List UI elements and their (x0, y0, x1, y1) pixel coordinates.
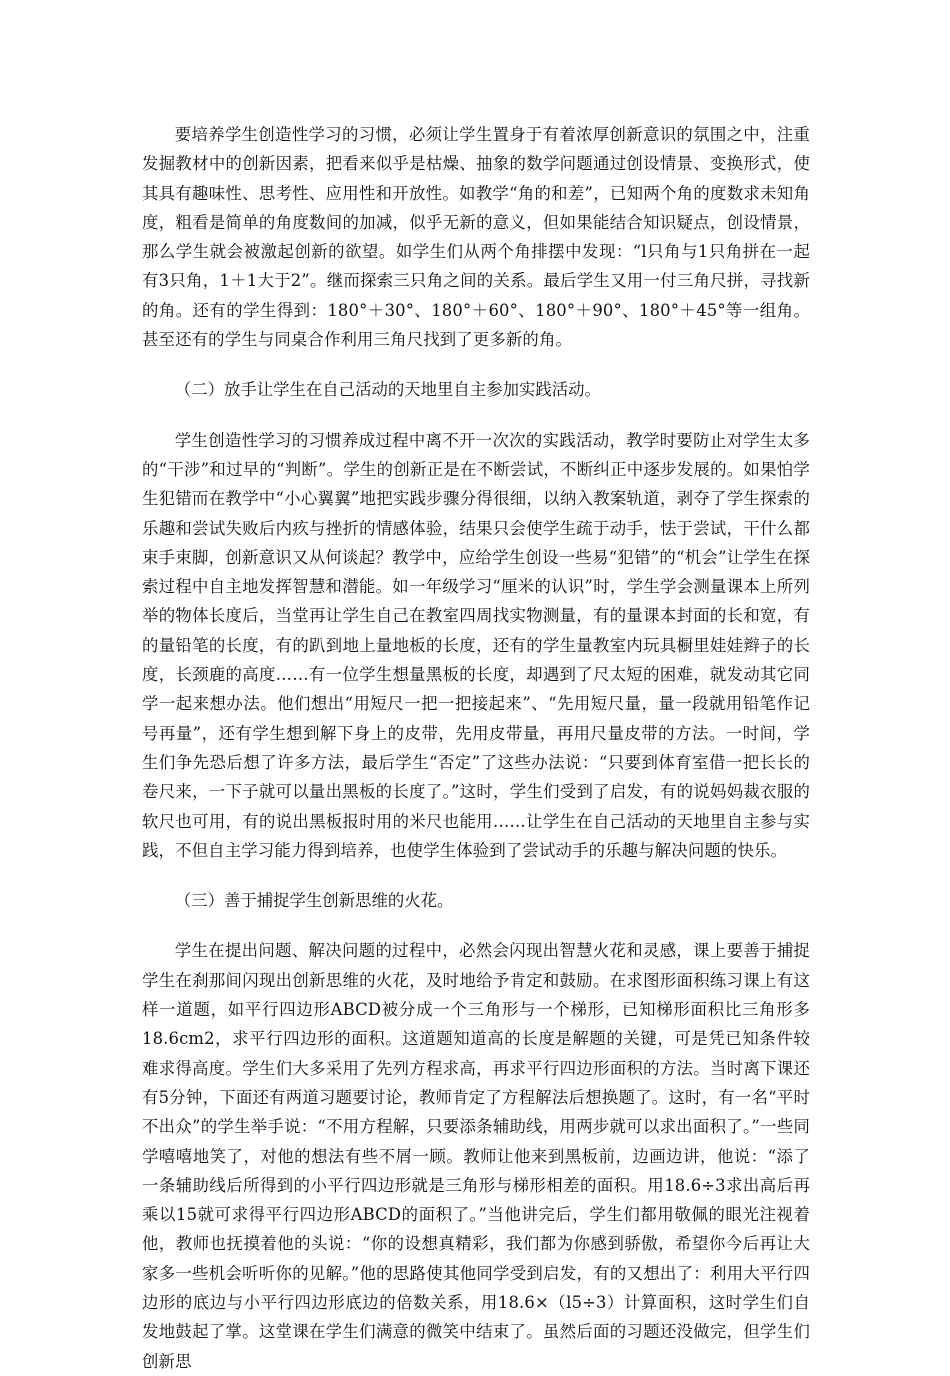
paragraph-creative-atmosphere: 要培养学生创造性学习的习惯，必须让学生置身于有着浓厚创新意识的氛围之中，注重发掘教材中的创新因素，把看来似乎是枯燥、抽象的数学问题通过创设情景、变换形式，使其具有趣味性、思考性、应用性和开放性。如教学“角的和差”，已知两个角的度数求未知角度，粗看是简单的角度数间的加减，似乎无新的意义，但如果能结合知识疑点，创设情景，那么学生就会被激起创新的欲望。如学生们从两个角排摆中发现：“l只角与1只角拼在一起有3只角，1＋1大于2”。继而探索三只角之间的关系。最后学生又用一付三角尺拼，寻找新的角。还有的学生得到：180°＋30°、180°＋60°、180°＋90°、180°＋45°等一组角。甚至还有的学生与同桌合作利用三角尺找到了更多新的角。 (142, 125, 810, 350)
paragraph-practice-activities: 学生创造性学习的习惯养成过程中离不开一次次的实践活动，教学时要防止对学生太多的“干涉”和过早的“判断”。学生的创新正是在不断尝试，不断纠正中逐步发展的。如果怕学生犯错而在教学中“小心翼翼”地把实践步骤分得很细，以纳入教案轨道，剥夺了学生探索的乐趣和尝试失败后内疚与挫折的情感体验，结果只会使学生疏于动手，怯于尝试，干什么都束手束脚，创新意识又从何谈起？教学中，应给学生创设一些易“犯错”的“机会”让学生在探索过程中自主地发挥智慧和潜能。如一年级学习“厘米的认识”时，学生学会测量课本上所列举的物体长度后，当堂再让学生自己在教室四周找实物测量，有的量课本封面的长和宽，有的量铅笔的长度，有的趴到地上量地板的长度，还有的学生量教室内玩具橱里娃娃辫子的长度，长颈鹿的高度……有一位学生想量黑板的长度，却遇到了尺太短的困难，就发动其它同学一起来想办法。他们想出“用短尺一把一把接起来”、“先用短尺量，量一段就用铅笔作记号再量”，还有学生想到解下身上的皮带，先用皮带量，再用尺量皮带的方法。一时间，学生们争先恐后想了许多方法，最后学生“否定”了这些办法说：“只要到体育室借一把长长的卷尺来，一下子就可以量出黑板的长度了。”这时，学生们受到了启发，有的说妈妈裁衣服的软尺也可用，有的说出黑板报时用的米尺也能用……让学生在自己活动的天地里自主参与实践，不但自主学习能力得到培养，也使学生体验到了尝试动手的乐趣与解决问题的快乐。 (142, 430, 810, 860)
section-heading-innovation-spark: （三）善于捕捉学生创新思维的火花。 (174, 891, 454, 911)
document-page (142, 120, 810, 1376)
section-heading-practice: （二）放手让学生在自己活动的天地里自主参加实践活动。 (174, 380, 601, 400)
paragraph-innovation-spark: 学生在提出问题、解决问题的过程中，必然会闪现出智慧火花和灵感，课上要善于捕捉学生在刹那间闪现出创新思维的火花，及时地给予肯定和鼓励。在求图形面积练习课上有这样一道题，如平行四边形ABCD被分成一个三角形与一个梯形，已知梯形面积比三角形多18.6cm2，求平行四边形的面积。这道题知道高的长度是解题的关键，可是凭已知条件较难求得高度。学生们大多采用了先列方程求高，再求平行四边形面积的方法。当时离下课还有5分钟，下面还有两道习题要讨论，教师肯定了方程解法后想换题了。这时，有一名“平时不出众”的学生举手说：“不用方程解，只要添条辅助线，用两步就可以求出面积了。”一些同学嘻嘻地笑了，对他的想法有些不屑一顾。教师让他来到黑板前，边画边讲，他说：“添了一条辅助线后所得到的小平行四边形就是三角形与梯形相差的面积。用18.6÷3求出高后再乘以15就可求得平行四边形ABCD的面积了。”当他讲完后，学生们都用敬佩的眼光注视着他，教师也抚摸着他的头说：“你的设想真精彩，我们都为你感到骄傲，希望你今后再让大家多一些机会听听你的见解。”他的思路使其他同学受到启发，有的又想出了：利用大平行四边形的底边与小平行四边形底边的倍数关系，用18.6×（l5÷3）计算面积，这时学生们自发地鼓起了掌。这堂课在学生们满意的微笑中结束了。虽然后面的习题还没做完，但学生们创新思 (142, 941, 810, 1371)
